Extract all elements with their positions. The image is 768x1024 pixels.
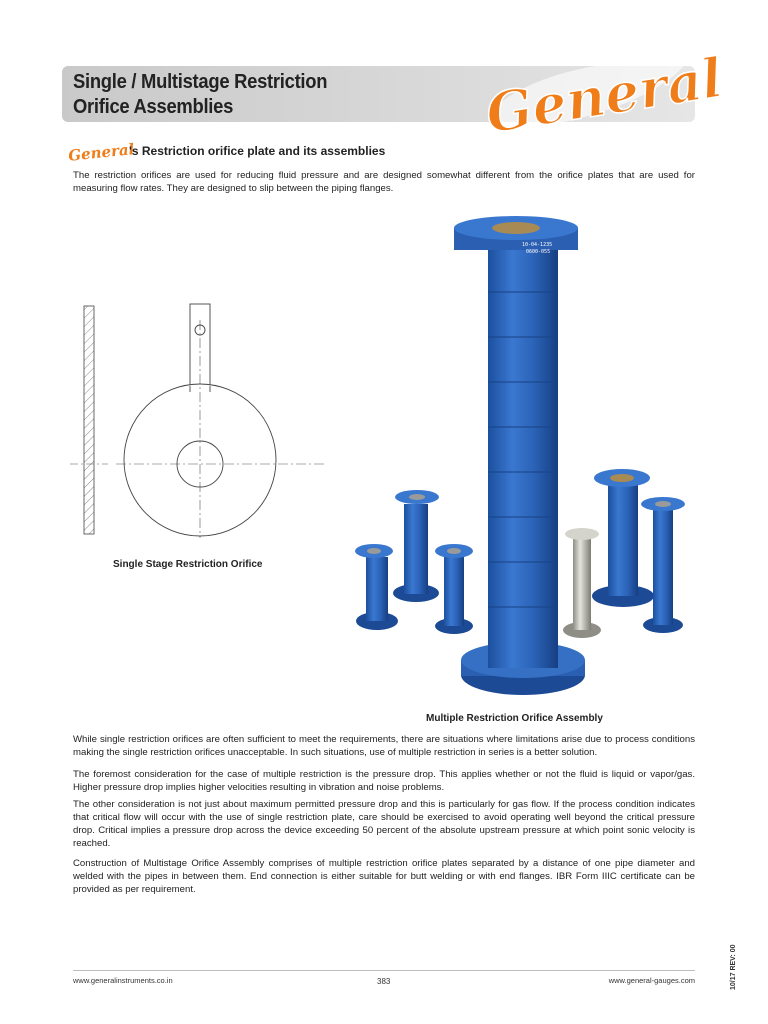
body-paragraph-1: While single restriction orifices are often sufficient to meet the requirements, there are situations where limitations arise due to process conditions making the single restriction orifices unacceptable. In such situations, use of multiple restriction in series is a better solution.: [73, 734, 695, 758]
small-assembly-left: [355, 544, 398, 630]
medium-assembly-right: [592, 469, 654, 607]
subheading-logo-text: General: [67, 140, 136, 165]
revision-code: 10/17 REV: 00: [730, 944, 737, 990]
page-title: [73, 70, 404, 120]
general-logo-small: [66, 139, 136, 165]
page-title-line1: Single / Multistage Restriction: [73, 71, 328, 93]
footer-left-url[interactable]: www.generalinstruments.co.in: [73, 976, 173, 985]
body-paragraph-2: The foremost consideration for the case of multiple restriction is the pressure drop. This applies whether or not the fluid is liquid or vapor/gas. Higher pressure drop implies higher velocities resulting in vibration and noise problems.: [73, 769, 695, 793]
small-assembly-right-of-left: [435, 544, 473, 634]
tag-text-1: 10-04-1235: [522, 242, 553, 248]
subheading-text: 's Restriction orifice plate and its assemblies: [129, 144, 386, 158]
multiple-assembly-caption: Multiple Restriction Orifice Assembly: [426, 713, 603, 724]
intro-paragraph: The restriction orifices are used for reducing fluid pressure and are designed somewhat different from the orifice plates that are used for measuring flow rates. They are designed to slip between the piping flanges.: [73, 170, 695, 194]
multiple-restriction-orifice-photo: [350, 212, 695, 712]
body-paragraph-3: The other consideration is not just about maximum permitted pressure drop and this is particularly for gas flow. If the process condition indicates that critical flow will occur with the use of single restriction plate, care should be exercised to avoid operating well beyond the critical pressure drop. Critical implies a pressure drop across the device exceeding 50 percent of the absolute upstream pressure at which point sonic velocity is reached.: [73, 799, 695, 849]
silver-assembly: [563, 528, 601, 638]
small-assembly-middle: [393, 490, 439, 602]
footer-right-url[interactable]: www.general-gauges.com: [608, 976, 695, 985]
tag-text-2: 0600-055: [526, 249, 551, 255]
body-paragraph-4: Construction of Multistage Orifice Assembly comprises of multiple restriction orifice plates separated by a distance of one pipe diameter and welded with the pipes in between them. End connection is either suitable for butt welding or with end flanges. IBR Form IIIC certificate can be provided as per requirement.: [73, 858, 695, 895]
single-stage-orifice-drawing: [68, 300, 330, 540]
footer-divider: [73, 970, 695, 971]
page-number: 383: [377, 977, 391, 986]
subheading: [66, 139, 385, 163]
page-title-line2: Orifice Assemblies: [73, 96, 234, 118]
logo-text: General: [481, 45, 727, 146]
large-assembly: [454, 216, 585, 695]
single-stage-caption: Single Stage Restriction Orifice: [113, 559, 263, 570]
small-assembly-far-right: [641, 497, 685, 633]
side-view: [70, 306, 108, 534]
general-logo: [472, 45, 727, 146]
